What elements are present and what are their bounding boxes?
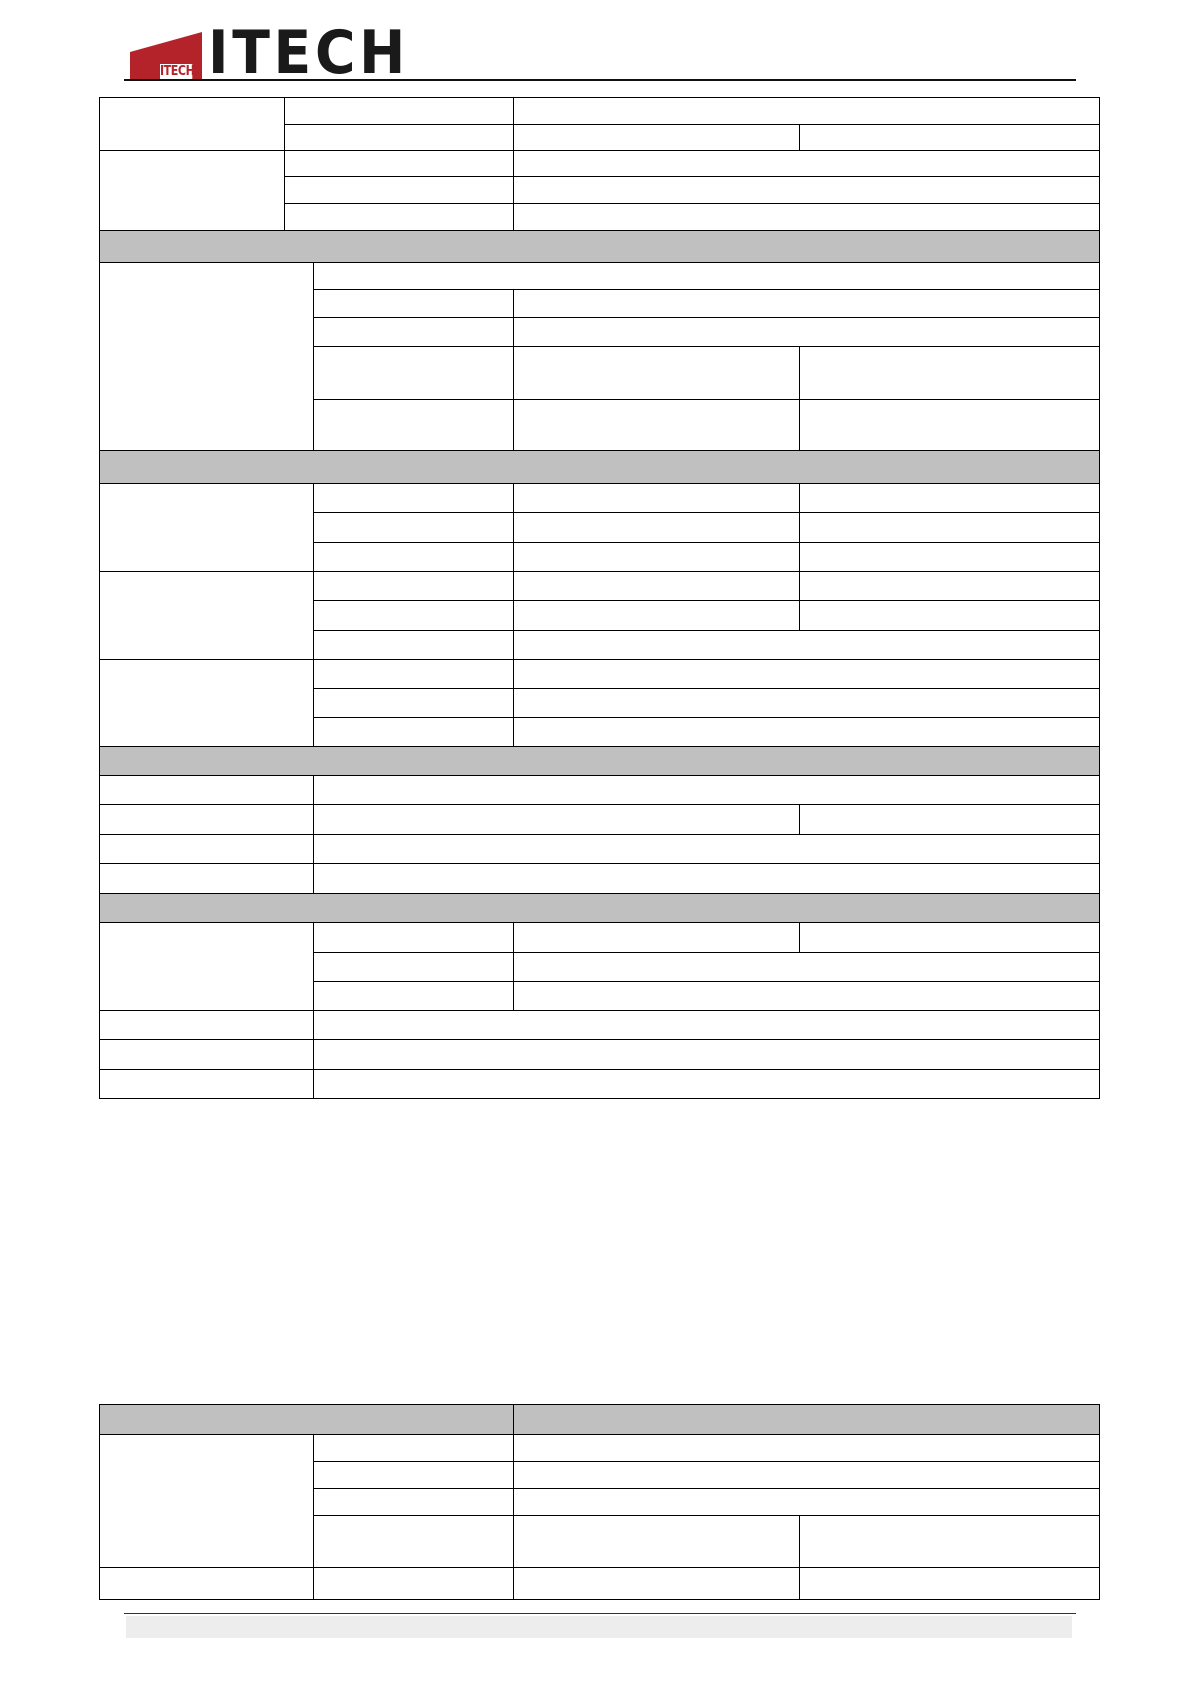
table-cell <box>313 1488 514 1516</box>
table-cell <box>99 1434 314 1568</box>
table-cell <box>513 1567 800 1600</box>
table-cell <box>513 1434 1100 1462</box>
logo-wordmark: ITECH <box>208 18 410 88</box>
table-cell <box>513 1461 1100 1489</box>
table-cell <box>99 1567 314 1600</box>
table-cell <box>799 1515 1100 1568</box>
footer-band <box>126 1616 1072 1638</box>
table-cell <box>513 1515 800 1568</box>
table-header-cell <box>99 1404 514 1435</box>
table-cell <box>313 1515 514 1568</box>
table-header-cell <box>513 1404 1100 1435</box>
table-cell <box>313 1461 514 1489</box>
table-cell <box>513 1488 1100 1516</box>
table-cell <box>313 1434 514 1462</box>
table-cell <box>313 1567 514 1600</box>
table-cell <box>799 1567 1100 1600</box>
footer-rule <box>124 1613 1076 1614</box>
logo-tag-text: ITECH <box>160 64 195 79</box>
